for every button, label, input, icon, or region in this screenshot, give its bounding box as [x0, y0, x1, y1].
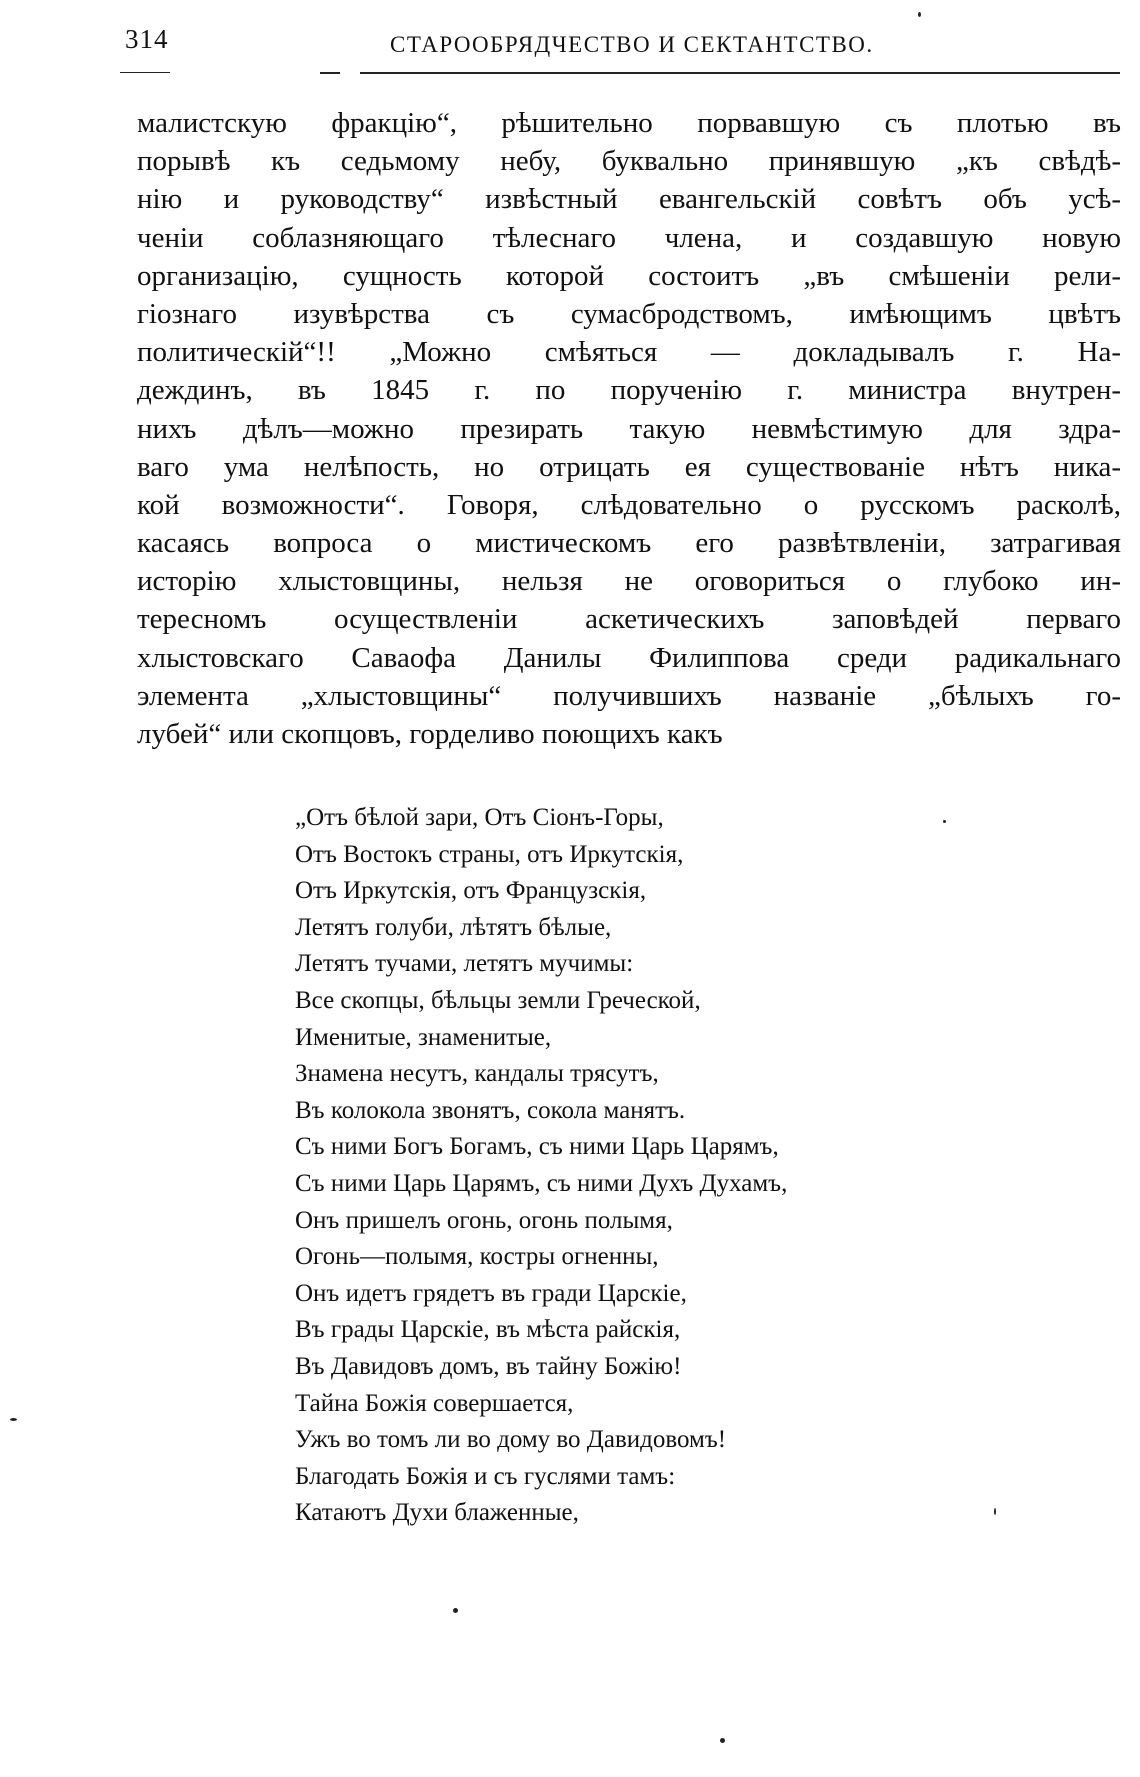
body-line: элемента „хлыстовщины“ получившихъ названіе „бѣлыхъ го- [137, 679, 1121, 712]
scan-speck [994, 1508, 996, 1515]
body-line: ваго ума нелѣпость, но отрицать ея существованіе нѣтъ ника- [137, 450, 1121, 483]
body-line: гіознаго изувѣрства съ сумасбродствомъ, имѣющимъ цвѣтъ [137, 297, 1121, 330]
poem-line: Благодать Божія и съ гуслями тамъ: [295, 1462, 676, 1490]
poem-quote [295, 800, 1075, 1532]
body-line: малистскую фракцію“, рѣшительно порвавшую съ плотью въ [137, 107, 1121, 139]
poem-line: Летятъ тучами, летятъ мучимы: [295, 950, 634, 978]
header-rule [360, 72, 1120, 74]
poem-line: Катаютъ Духи блаженные, [295, 1499, 579, 1527]
poem-line: Все скопцы, бѣльцы земли Греческой, [295, 986, 701, 1014]
body-paragraph [137, 104, 1121, 753]
scan-speck [943, 820, 946, 823]
body-line: исторію хлыстовщины, нельзя не оговориться о глубоко ин- [137, 565, 1121, 598]
running-title: СТАРООБРЯДЧЕСТВО И СЕКТАНТСТВО. [390, 32, 874, 57]
poem-line: Съ ними Царь Царямъ, съ ними Духъ Духамъ, [295, 1169, 788, 1197]
poem-line: Летятъ голуби, лѣтятъ бѣлые, [295, 913, 612, 941]
body-line: касаясь вопроса о мистическомъ его развѣтвленіи, затрагивая [137, 527, 1121, 560]
poem-line: Въ грады Царскіе, въ мѣста райскія, [295, 1316, 681, 1344]
poem-line: „Отъ бѣлой зари, Отъ Сіонъ-Горы, [295, 804, 664, 831]
poem-line: Въ Давидовъ домъ, въ тайну Божію! [295, 1352, 682, 1380]
poem-line: Знамена несутъ, кандалы трясутъ, [295, 1060, 659, 1088]
poem-line: Онъ пришелъ огонь, огонь полымя, [295, 1206, 673, 1234]
poem-line: Ужъ во томъ ли во дому во Давидовомъ! [295, 1426, 727, 1454]
body-line: нихъ дѣлъ—можно презирать такую невмѣстимую для здра- [137, 412, 1121, 445]
poem-line: Отъ Востокъ страны, отъ Иркутскія, [295, 840, 684, 868]
body-line: политическій“!! „Можно смѣяться — докладывалъ г. На- [137, 336, 1121, 369]
body-line: деждинъ, въ 1845 г. по порученію г. министра внутрен- [137, 374, 1121, 407]
page-header [125, 24, 1120, 64]
header-rule-left [120, 72, 170, 73]
header-rule-mid [320, 72, 340, 74]
body-line: хлыстовскаго Саваофа Данилы Филиппова среди радикальнаго [137, 641, 1121, 674]
body-line: ченіи соблазняющаго тѣлеснаго члена, и создавшую новую [137, 221, 1121, 254]
scan-speck [918, 12, 921, 17]
poem-line: Огонь—полымя, костры огненны, [295, 1243, 659, 1271]
poem-line: Тайна Божія совершается, [295, 1389, 574, 1417]
poem-line: Въ колокола звонятъ, сокола манятъ. [295, 1096, 686, 1124]
poem-line: Отъ Иркутскія, отъ Французскія, [295, 877, 647, 905]
body-line: нію и руководству“ извѣстный евангельскій совѣтъ объ усѣ- [137, 183, 1121, 216]
body-line: организацію, сущность которой состоитъ „въ смѣшеніи рели- [137, 259, 1121, 292]
body-line: лубей“ или скопцовъ, горделиво поющихъ какъ [137, 718, 723, 750]
poem-line: Онъ идетъ грядетъ въ гради Царскіе, [295, 1279, 687, 1307]
page-number: 314 [125, 24, 169, 54]
poem-line: Именитые, знаменитые, [295, 1023, 552, 1051]
body-line: тересномъ осуществленіи аскетическихъ заповѣдей перваго [137, 603, 1121, 636]
scan-speck [10, 1418, 17, 1421]
poem-line: Съ ними Богъ Богамъ, съ ними Царь Царямъ, [295, 1133, 779, 1161]
body-line: кой возможности“. Говоря, слѣдовательно о русскомъ расколѣ, [137, 488, 1121, 521]
body-line: порывѣ къ седьмому небу, буквально принявшую „къ свѣдѣ- [137, 145, 1121, 178]
scan-speck [720, 1738, 725, 1743]
scan-speck [453, 1608, 458, 1613]
